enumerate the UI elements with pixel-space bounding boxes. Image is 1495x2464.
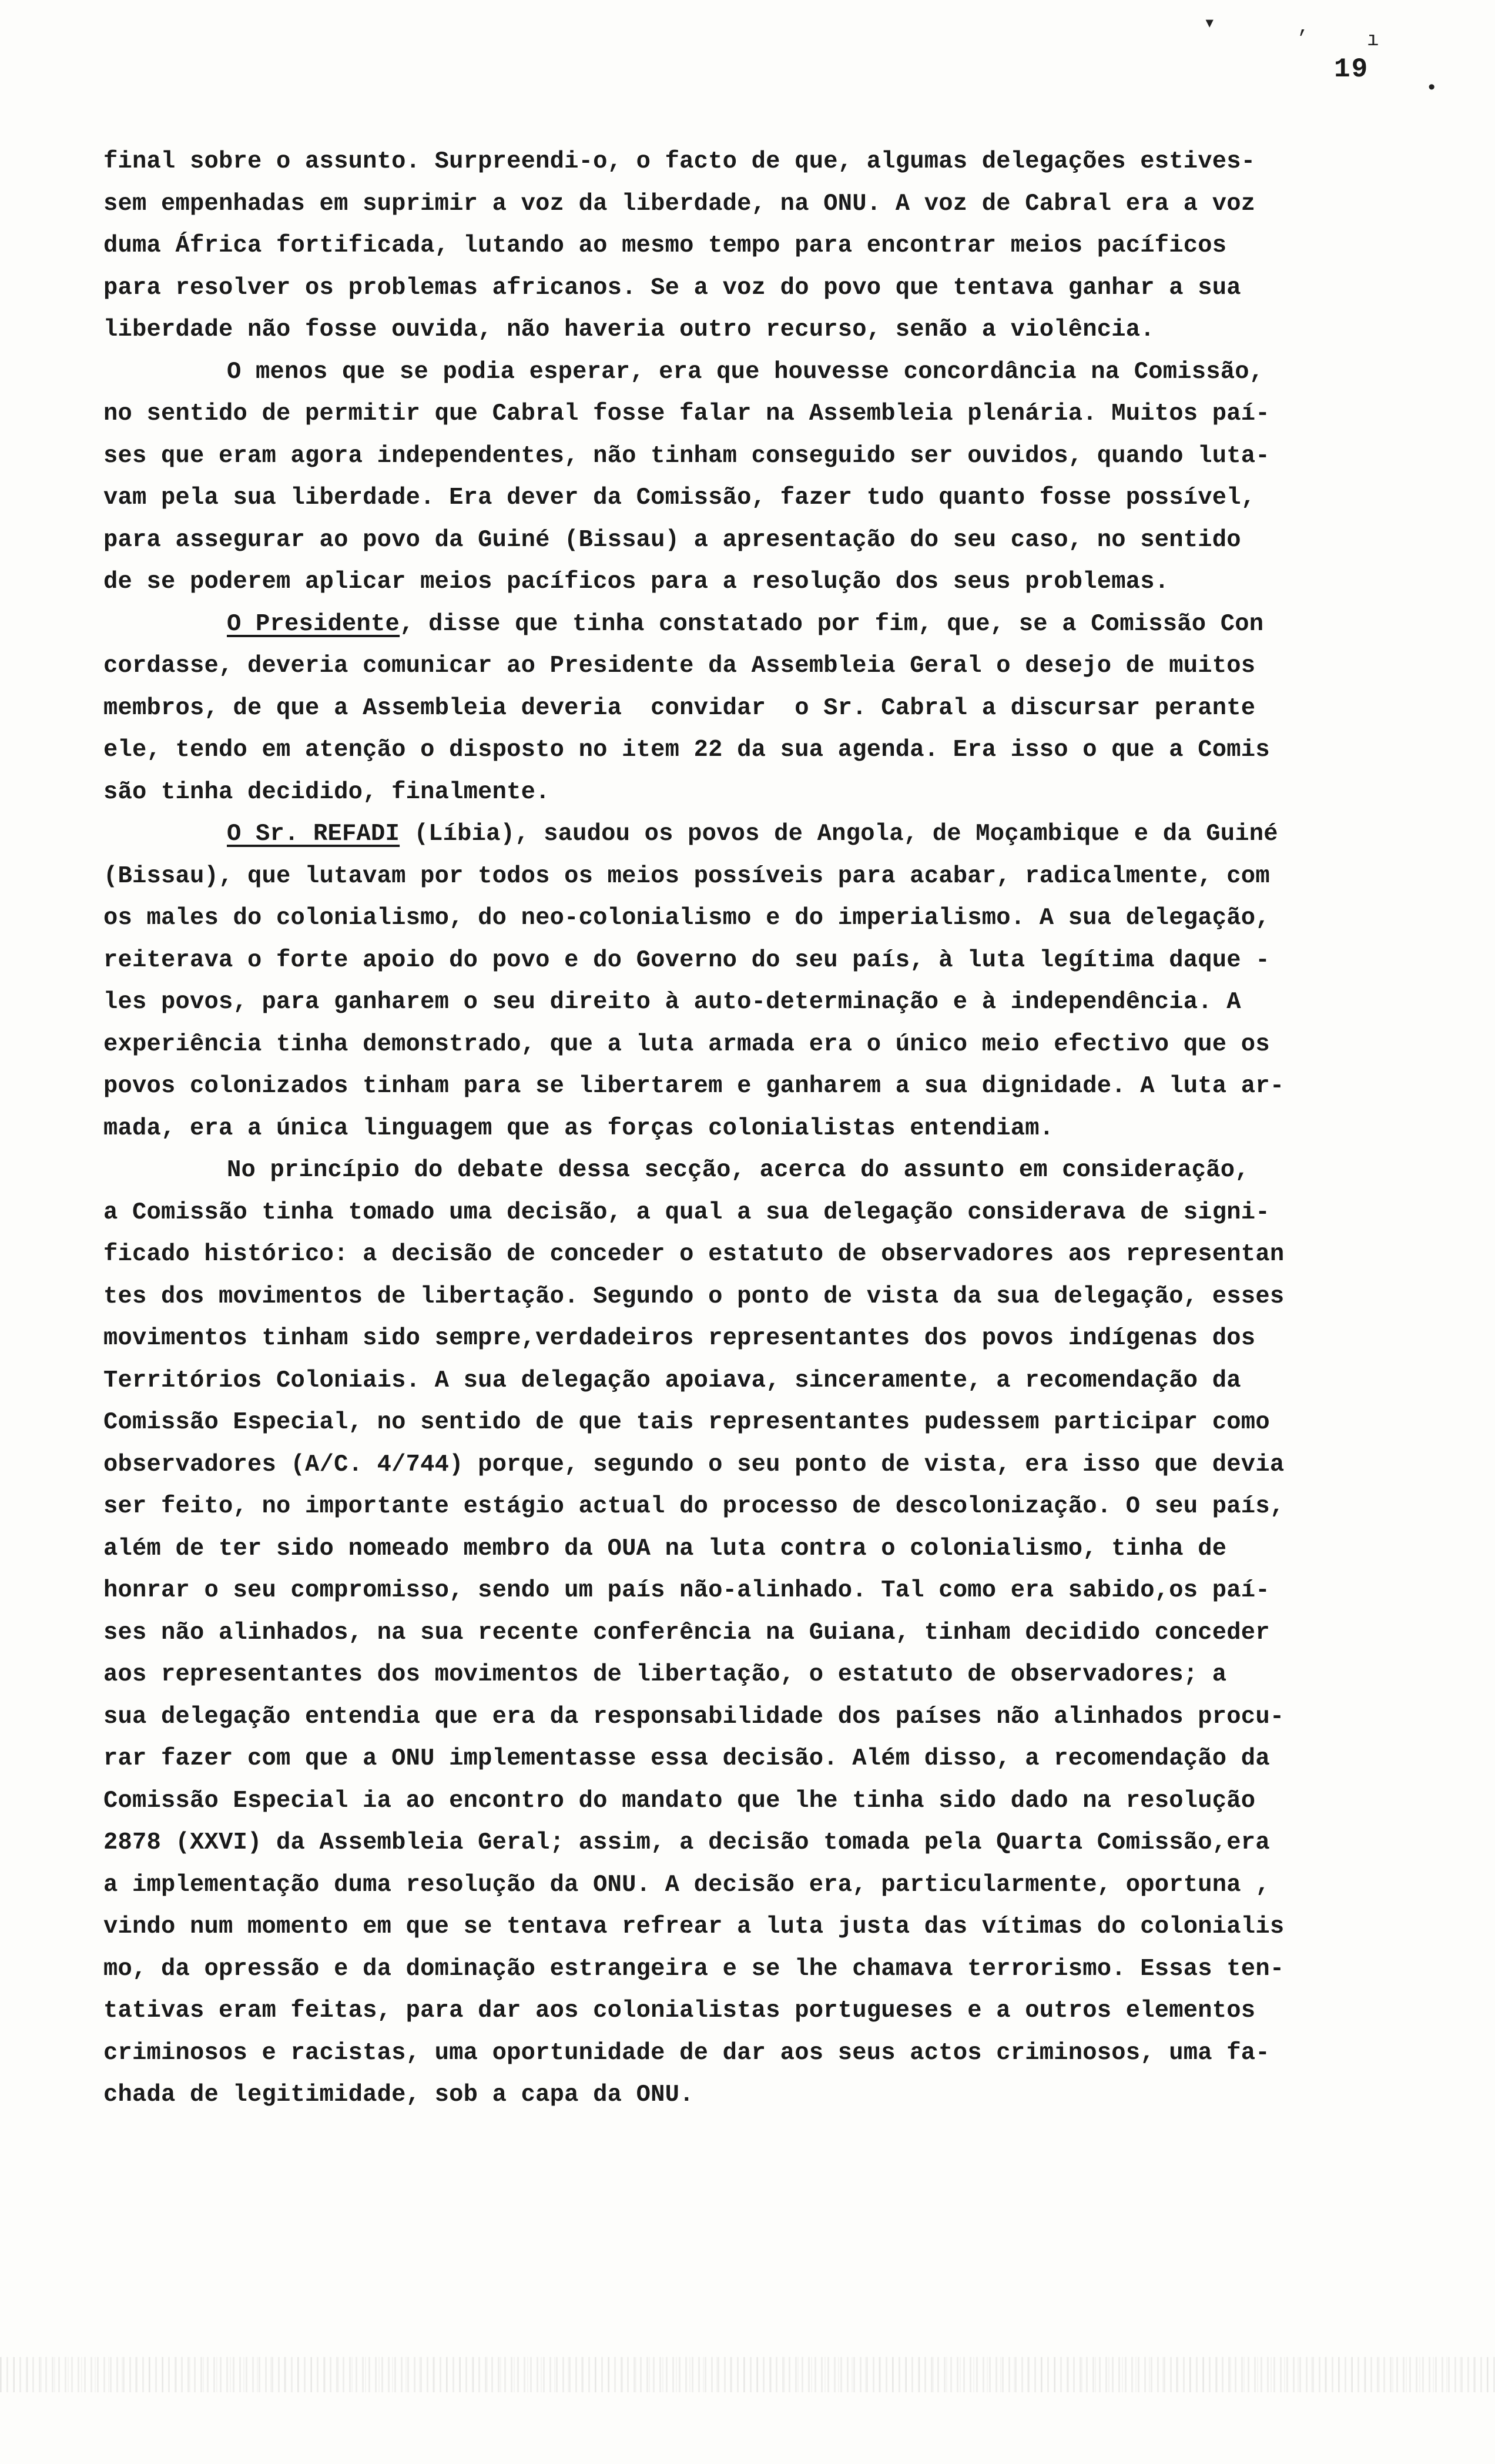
text-line: sem empenhadas em suprimir a voz da liberdade, na ONU. A voz de Cabral era a voz: [103, 190, 1256, 217]
scan-speck: •: [1426, 78, 1438, 100]
text-line: para assegurar ao povo da Guiné (Bissau) a apresentação do seu caso, no sentido: [103, 526, 1241, 554]
text-line: tes dos movimentos de libertação. Segundo o ponto de vista da sua delegação, esses: [103, 1283, 1285, 1310]
speaker-name: O Sr. REFADI: [227, 821, 400, 848]
text-line: membros, de que a Assembleia deveria convidar o Sr. Cabral a discursar perante: [103, 694, 1256, 722]
paragraph: [103, 1150, 1420, 2117]
text-line: Comissão Especial, no sentido de que tais representantes pudessem participar como: [103, 1409, 1270, 1436]
text-line: mada, era a única linguagem que as forças colonialistas entendiam.: [103, 1114, 1054, 1142]
speaker-name: O Presidente: [227, 610, 400, 638]
text-line: Territórios Coloniais. A sua delegação apoiava, sinceramente, a recomendação da: [103, 1367, 1241, 1394]
document-body: [103, 141, 1420, 2117]
text-line: Comissão Especial ia ao encontro do mandato que lhe tinha sido dado na resolução: [103, 1787, 1256, 1814]
paragraph: [103, 141, 1420, 351]
text-line: os males do colonialismo, do neo-colonialismo e do imperialismo. A sua delegação,: [103, 905, 1270, 932]
text-line: mo, da opressão e da dominação estrangeira e se lhe chamava terrorismo. Essas ten-: [103, 1955, 1285, 1983]
text-line: sua delegação entendia que era da responsabilidade dos países não alinhados procu-: [103, 1703, 1285, 1730]
text-line: vindo num momento em que se tentava refrear a luta justa das vítimas do colonialis: [103, 1913, 1285, 1940]
paragraph: [103, 813, 1420, 1150]
text-line: no sentido de permitir que Cabral fosse falar na Assembleia plenária. Muitos paí-: [103, 400, 1270, 427]
text-line: tativas eram feitas, para dar aos colonialistas portugueses e a outros elementos: [103, 1997, 1256, 2024]
text-line: liberdade não fosse ouvida, não haveria outro recurso, senão a violência.: [103, 316, 1155, 343]
paragraph: [103, 604, 1420, 814]
text-line: aos representantes dos movimentos de libertação, o estatuto de observadores; a: [103, 1661, 1227, 1688]
text-line: a Comissão tinha tomado uma decisão, a qual a sua delegação considerava de signi-: [103, 1198, 1270, 1226]
text-line: ses que eram agora independentes, não tinham conseguido ser ouvidos, quando luta-: [103, 442, 1270, 470]
text-fragment: (Líbia), saudou os povos de Angola, de Moçambique e da Guiné: [400, 821, 1278, 848]
text-line: rar fazer com que a ONU implementasse essa decisão. Além disso, a recomendação da: [103, 1745, 1270, 1772]
text-line: para resolver os problemas africanos. Se a voz do povo que tentava ganhar a sua: [103, 274, 1241, 302]
text-line: ficado histórico: a decisão de conceder o estatuto de observadores aos representan: [103, 1241, 1285, 1268]
text-line: final sobre o assunto. Surpreendi-o, o facto de que, algumas delegações estives-: [103, 148, 1256, 175]
text-line: les povos, para ganharem o seu direito à auto-determinação e à independência. A: [103, 989, 1241, 1016]
text-line: movimentos tinham sido sempre,verdadeiros representantes dos povos indígenas dos: [103, 1325, 1256, 1352]
scan-speck: ▾: [1204, 13, 1216, 35]
text-line: além de ter sido nomeado membro da OUA na luta contra o colonialismo, tinha de: [103, 1535, 1227, 1562]
text-line: [103, 813, 1420, 856]
text-line: O menos que se podia esperar, era que houvesse concordância na Comissão,: [227, 358, 1264, 386]
text-line: No princípio do debate dessa secção, acerca do assunto em consideração,: [227, 1157, 1249, 1184]
text-line: observadores (A/C. 4/744) porque, segundo o seu ponto de vista, era isso que devia: [103, 1451, 1285, 1478]
text-line: duma África fortificada, lutando ao mesmo tempo para encontrar meios pacíficos: [103, 232, 1227, 259]
text-line: de se poderem aplicar meios pacíficos para a resolução dos seus problemas.: [103, 568, 1169, 595]
text-line: ele, tendo em atenção o disposto no item 22 da sua agenda. Era isso o que a Comis: [103, 736, 1270, 764]
text-line: vam pela sua liberdade. Era dever da Comissão, fazer tudo quanto fosse possível,: [103, 484, 1256, 511]
text-line: chada de legitimidade, sob a capa da ONU.: [103, 2081, 694, 2108]
text-line: ses não alinhados, na sua recente conferência na Guiana, tinham decidido conceder: [103, 1619, 1270, 1646]
text-line: são tinha decidido, finalmente.: [103, 778, 550, 806]
scan-edge-noise: [0, 2357, 1495, 2392]
text-line: povos colonizados tinham para se libertarem e ganharem a sua dignidade. A luta ar-: [103, 1073, 1285, 1100]
text-fragment: , disse que tinha constatado por fim, que, se a Comissão Con: [400, 610, 1264, 638]
text-line: honrar o seu compromisso, sendo um país não-alinhado. Tal como era sabido,os paí-: [103, 1577, 1270, 1604]
scan-speck: ı: [1367, 29, 1379, 52]
text-line: cordasse, deveria comunicar ao Presidente da Assembleia Geral o desejo de muitos: [103, 652, 1256, 679]
scan-speck: ,: [1298, 16, 1310, 39]
text-line: [103, 604, 1420, 646]
text-line: reiterava o forte apoio do povo e do Governo do seu país, à luta legítima daque -: [103, 946, 1270, 974]
page-number: 19: [1334, 54, 1369, 85]
text-line: 2878 (XXVI) da Assembleia Geral; assim, a decisão tomada pela Quarta Comissão,era: [103, 1829, 1270, 1856]
text-line: a implementação duma resolução da ONU. A decisão era, particularmente, oportuna ,: [103, 1871, 1270, 1899]
paragraph: [103, 351, 1420, 604]
text-line: experiência tinha demonstrado, que a luta armada era o único meio efectivo que os: [103, 1030, 1270, 1058]
text-line: criminosos e racistas, uma oportunidade de dar aos seus actos criminosos, uma fa-: [103, 2039, 1270, 2067]
text-line: ser feito, no importante estágio actual do processo de descolonização. O seu país,: [103, 1493, 1285, 1520]
text-line: (Bissau), que lutavam por todos os meios possíveis para acabar, radicalmente, com: [103, 862, 1270, 890]
